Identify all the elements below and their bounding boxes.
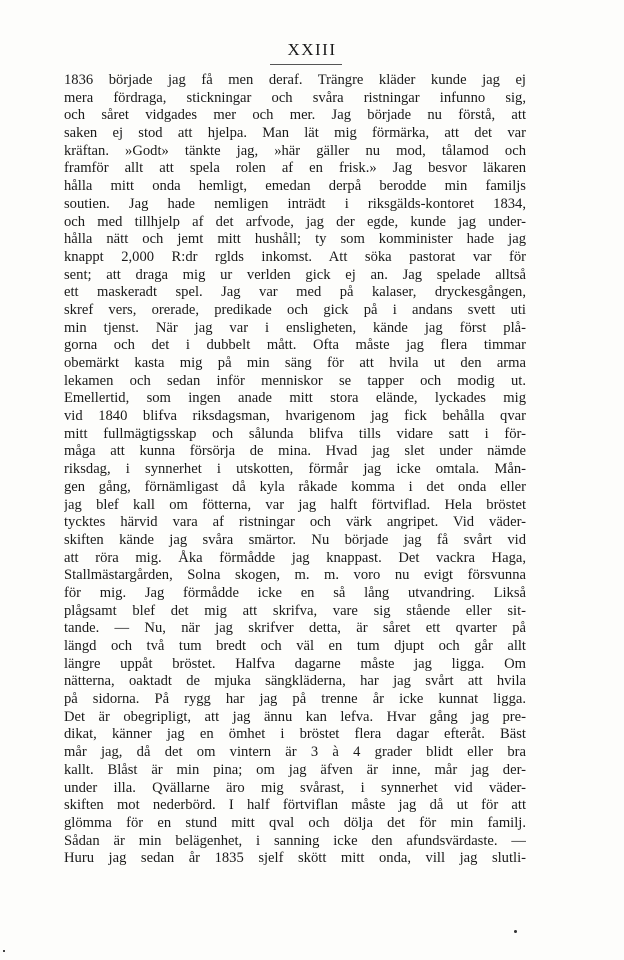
scan-edge-mark: [3, 950, 5, 952]
text-line: hålla mitt onda hemligt, emedan derpå berodde min familjs: [64, 178, 526, 195]
text-line: knappt 2,000 R:dr rglds inkomst. Att söka pastorat var för: [64, 248, 526, 265]
text-line: kallt. Blåst är min pina; om jag äfven är inne, mår jag der-: [64, 761, 526, 778]
text-line: sent; att draga mig ur verlden gick ej an. Jag spelade alltså: [64, 266, 526, 283]
text-line: tycktes härvid vara af ristningar och värk angripet. Vid väder-: [64, 514, 526, 531]
text-line: gorna och det i dubbelt mått. Ofta måste jag flera timmar: [64, 337, 526, 354]
text-line: Huru jag sedan år 1835 sjelf skött mitt onda, vill jag slutli-: [64, 850, 526, 867]
text-line: Emellertid, som ingen anade mitt stora elände, lyckades mig: [64, 390, 526, 407]
text-line: gen gång, förnämligast då kyla råkade komma i det onda eller: [64, 478, 526, 495]
text-line: mår jag, då det om vintern är 3 à 4 grader blidt eller bra: [64, 744, 526, 761]
text-line: skref vers, orerade, predikade och gick på i andans svett uti: [64, 301, 526, 318]
text-line: längd och två tum bredt och väl en tum djupt och går allt: [64, 638, 526, 654]
text-line: för mig. Jag förmådde icke en så lång utvandring. Likså: [64, 584, 526, 601]
header-rule: [270, 64, 342, 65]
text-line: längre uppåt bröstet. Halfva dagarne måste jag ligga. Om: [64, 655, 526, 672]
text-line: mera fördraga, stickningar och svåra ristningar infunno sig,: [64, 89, 526, 106]
text-line: riksdag, i synnerhet i utskotten, förmår jag icke omtala. Mån-: [64, 461, 526, 478]
text-line: kräftan. »Godt» tänkte jag, »här gäller nu mod, tålamod och: [64, 142, 526, 159]
text-line: framför allt att spela rolen af en frisk.» Jag besvor läkaren: [64, 160, 526, 177]
text-line: Stallmästargården, Solna skogen, m. m. voro nu evigt försvunna: [64, 567, 526, 584]
print-dot-mark: [514, 930, 517, 933]
text-line: glömma för en stund mitt qval och dölja det för min familj.: [64, 814, 526, 831]
text-line: och såret vidgades mer och mer. Jag började nu förstå, att: [64, 107, 526, 124]
text-line: Sådan är min belägenhet, i sanning icke den afundsvärdaste. —: [64, 832, 526, 849]
text-line: plågsamt blef det mig att skrifva, vare sig stående eller sit-: [64, 602, 526, 619]
text-line: saken ej stod att hjelpa. Man lät mig förmärka, att det var: [64, 125, 526, 142]
text-line: 1836 började jag få men deraf. Trängre kläder kunde jag ej: [64, 72, 526, 88]
text-line: nätterna, oaktadt de mjuka sängkläderna, har jag svårt att hvila: [64, 673, 526, 690]
text-line: skiften kände jag svåra smärtor. Nu började jag få svårt vid: [64, 531, 526, 548]
text-line: och med tillhjelp af det arfvode, jag der egde, kunde jag under-: [64, 213, 526, 230]
text-line: på sidorna. På rygg har jag på trenne år icke kunnat ligga.: [64, 691, 526, 708]
text-line: jag blef kall om fötterna, var jag halft förtviflad. Hela bröstet: [64, 496, 526, 513]
text-line: dikat, känner jag en ömhet i bröstet flera dagar efteråt. Bäst: [64, 726, 526, 743]
text-line: soutien. Jag hade nemligen inträdt i riksgälds-kontoret 1834,: [64, 195, 526, 212]
text-line: under illa. Qvällarne äro mig svårast, i synnerhet vid väder-: [64, 779, 526, 796]
text-line: vid 1840 blifva riksdagsman, hvarigenom jag fick behålla qvar: [64, 408, 526, 425]
text-line: hålla nätt och jemt mitt hushåll; ty som komminister hade jag: [64, 231, 526, 248]
text-line: måga att kunna försörja de mina. Hvad jag slet under nämde: [64, 443, 526, 460]
text-line: tande. — Nu, när jag skrifver detta, är såret ett qvarter på: [64, 620, 526, 637]
page-number: XXIII: [287, 40, 337, 59]
text-line: min tjenst. När jag var i ensligheten, kände jag först plå-: [64, 319, 526, 336]
body-text: [64, 72, 526, 868]
text-line: att röra mig. Åka förmådde jag knappast. Det vackra Haga,: [64, 549, 526, 566]
text-line: lekamen och sedan inför menniskor se tapper och modig ut.: [64, 372, 526, 389]
text-line: Det är obegripligt, att jag ännu kan lefva. Hvar gång jag pre-: [64, 708, 526, 725]
text-line: ett maskeradt spel. Jag var med på kalaser, dryckesgången,: [64, 284, 526, 301]
text-line: obemärkt kasta mig på min säng för att hvila ut den arma: [64, 355, 526, 371]
text-line: skiften mot nederbörd. I half förtviflan måste jag då ut för att: [64, 797, 526, 814]
text-line: mitt fullmägtigsskap och sålunda blifva tills vidare satt i för-: [64, 425, 526, 442]
